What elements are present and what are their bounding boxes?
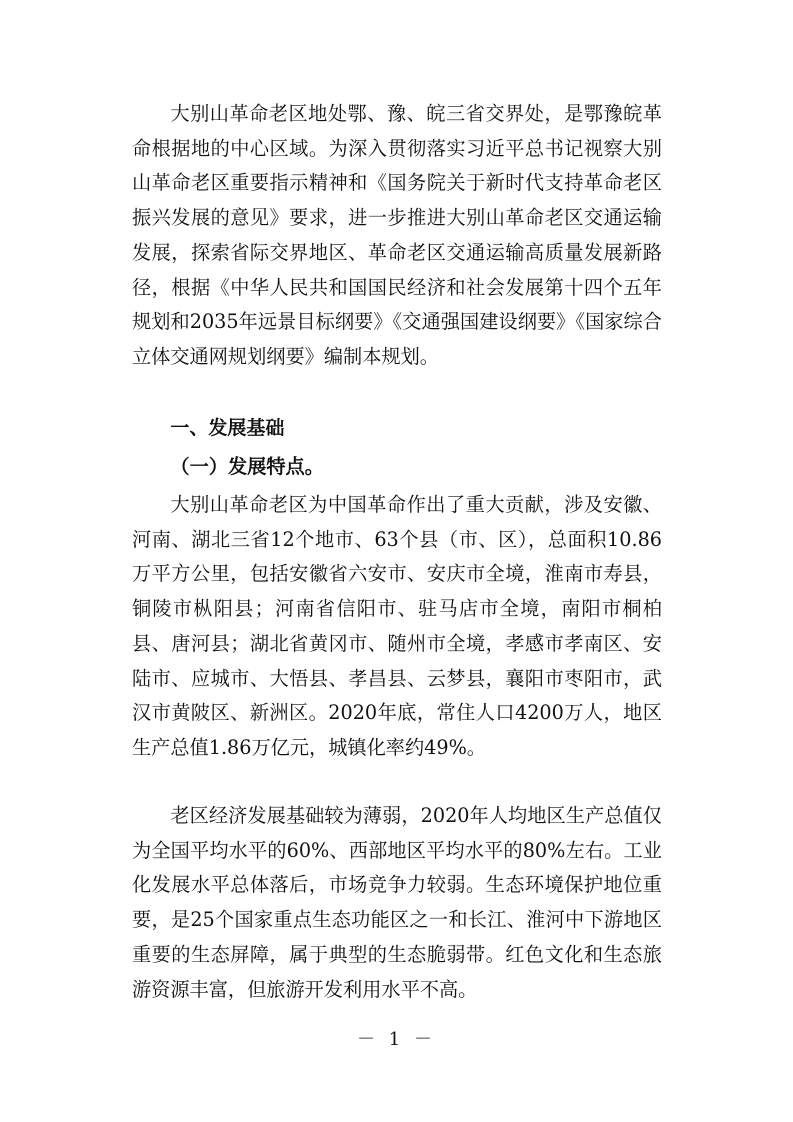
- page-number: － 1 －: [357, 1029, 436, 1050]
- intro-paragraph: 大别山革命老区地处鄂、豫、皖三省交界处，是鄂豫皖革命根据地的中心区域。为深入贯彻落实习近平总书记视察大别山革命老区重要指示精神和《国务院关于新时代支持革命老区振兴发展的意见》要求，进一步推进大别山革命老区交通运输发展，探索省际交界地区、革命老区交通运输高质量发展新路径，根据《中华人民共和国国民经济和社会发展第十四个五年规划和2035年远景目标纲要》《交通强国建设纲要》《国家综合立体交通网规划纲要》编制本规划。: [132, 102, 662, 368]
- economy-paragraph: 老区经济发展基础较为薄弱，2020年人均地区生产总值仅为全国平均水平的60%、西部地区平均水平的80%左右。工业化发展水平总体落后，市场竞争力较弱。生态环境保护地位重要，是25个国家重点生态功能区之一和长江、淮河中下游地区重要的生态屏障，属于典型的生态脆弱带。红色文化和生态旅游资源丰富，但旅游开发利用水平不高。: [132, 804, 662, 1001]
- section-heading: 一、发展基础: [170, 417, 285, 439]
- region-overview-paragraph: 大别山革命老区为中国革命作出了重大贡献，涉及安徽、河南、湖北三省12个地市、63个县（市、区），总面积10.86万平方公里，包括安徽省六安市、安庆市全境，淮南市寿县，铜陵市枞阳县；河南省信阳市、驻马店市全境，南阳市桐柏县、唐河县；湖北省黄冈市、随州市全境，孝感市孝南区、安陆市、应城市、大悟县、孝昌县、云梦县，襄阳市枣阳市，武汉市黄陂区、新洲区。2020年底，常住人口4200万人，地区生产总值1.86万亿元，城镇化率约49%。: [132, 493, 662, 759]
- subsection-heading: （一）发展特点。: [170, 455, 324, 478]
